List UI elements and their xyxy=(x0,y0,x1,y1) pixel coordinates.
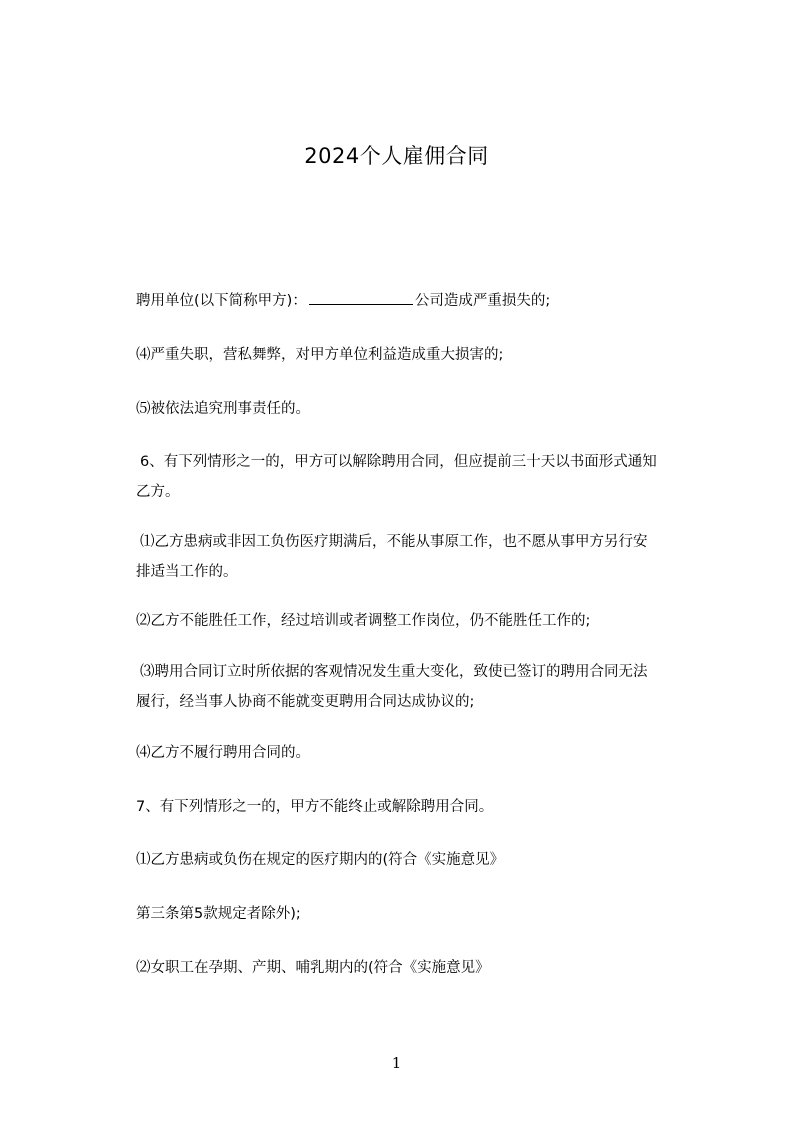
page-number: 1 xyxy=(391,1054,402,1072)
employer-clause-tail: 公司造成严重损失的; xyxy=(414,293,551,309)
clause-6-line-1: 6、有下列情形之一的，甲方可以解除聘用合同，但应提前三十天以书面形式通知 xyxy=(140,454,657,470)
paragraph-clause-7-item-1-cont: 第三条第5款规定者除外); xyxy=(136,906,301,922)
clause-6-item-3-line-2: 履行，经当事人协商不能就变更聘用合同达成协议的; xyxy=(136,694,475,710)
paragraph-employer xyxy=(136,286,666,316)
paragraph-clause-7: 7、有下列情形之一的，甲方不能终止或解除聘用合同。 xyxy=(136,799,494,815)
paragraph-clause-7-item-1: ⑴乙方患病或负伤在规定的医疗期内的(符合《实施意见》 xyxy=(136,852,505,868)
paragraph-clause-7-item-2: ⑵女职工在孕期、产期、哺乳期内的(符合《实施意见》 xyxy=(136,960,490,976)
clause-6-item-1-line-2: 排适当工作的。 xyxy=(136,564,238,580)
paragraph-item-5-criminal: ⑸被依法追究刑事责任的。 xyxy=(136,401,310,417)
clause-6-item-3-line-1: ⑶聘用合同订立时所依据的客观情况发生重大变化，致使已签订的聘用合同无法 xyxy=(140,664,648,680)
clause-6-item-1-line-1: ⑴乙方患病或非因工负伤医疗期满后，不能从事原工作，也不愿从事甲方另行安 xyxy=(140,534,648,550)
paragraph-clause-6-item-4: ⑷乙方不履行聘用合同的。 xyxy=(136,745,310,761)
blank-line xyxy=(309,287,413,305)
document-title: 2024个人雇佣合同 xyxy=(304,144,489,168)
paragraph-item-4-neglect: ⑷严重失职，营私舞弊，对甲方单位利益造成重大损害的; xyxy=(136,347,504,363)
paragraph-clause-6 xyxy=(136,447,668,507)
paragraph-clause-6-item-2: ⑵乙方不能胜任工作，经过培训或者调整工作岗位，仍不能胜任工作的; xyxy=(136,613,591,629)
clause-6-line-2: 乙方。 xyxy=(136,484,180,500)
employer-label: 聘用单位(以下简称甲方)： xyxy=(136,293,307,309)
paragraph-clause-6-item-1 xyxy=(136,527,668,587)
paragraph-clause-6-item-3 xyxy=(136,657,668,717)
